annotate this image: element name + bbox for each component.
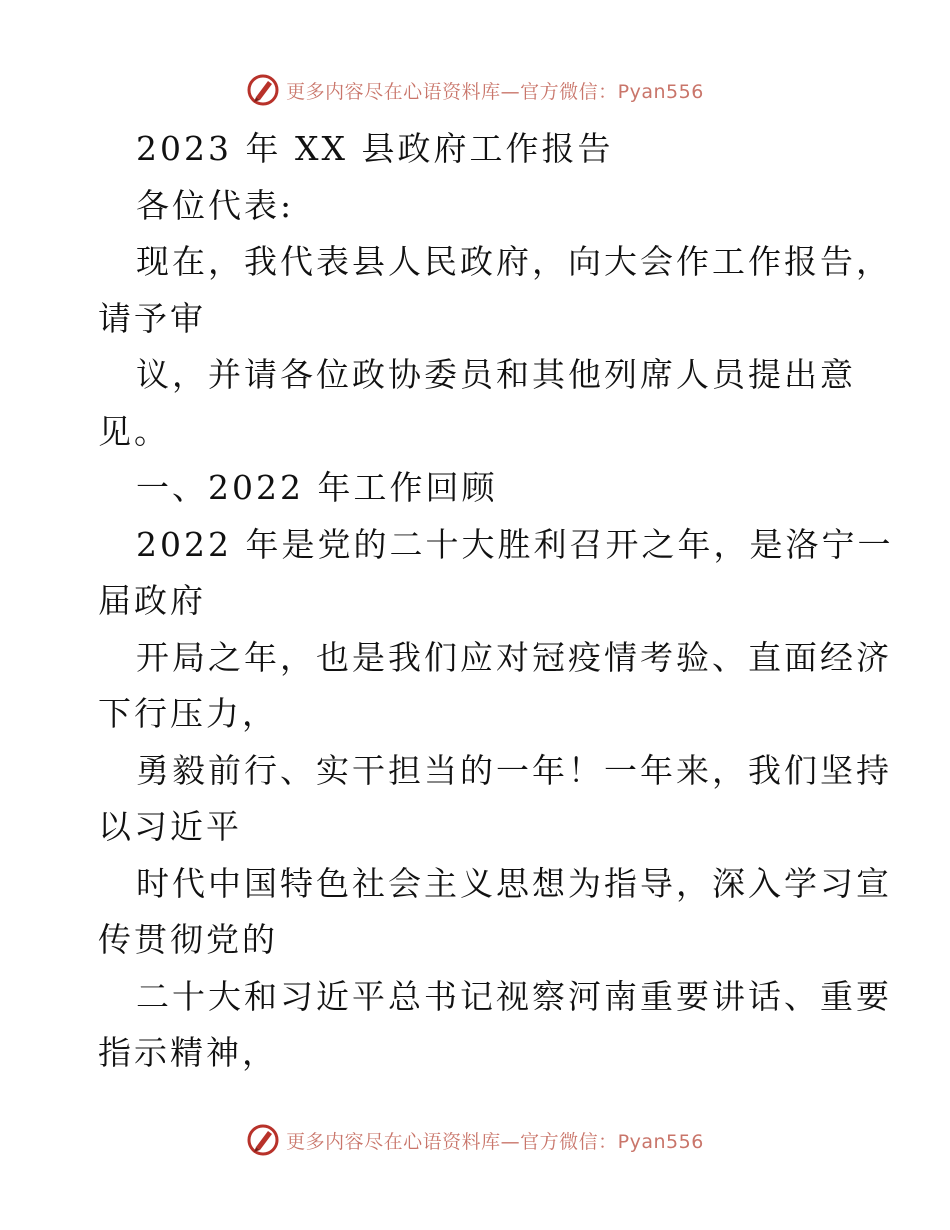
- document-line: 2023 年 XX 县政府工作报告: [136, 129, 614, 168]
- document-line: 现在，我代表县人民政府，向大会作工作报告，: [136, 242, 892, 281]
- header-watermark-banner: [0, 70, 950, 110]
- document-line: 勇毅前行、实干担当的一年！一年来，我们坚持: [136, 750, 892, 790]
- watermark-text: 更多内容尽在心语资料库—官方微信：Pyan556: [286, 80, 704, 103]
- document-body: [98, 121, 894, 1082]
- document-line: 时代中国特色社会主义思想为指导，深入学习宣: [136, 863, 892, 903]
- document-line: 传贯彻党的: [98, 920, 278, 959]
- document-line: 2022 年是党的二十大胜利召开之年，是洛宁一: [136, 524, 894, 564]
- document-line: 以习近平: [98, 807, 242, 846]
- document-line: 二十大和习近平总书记视察河南重要讲话、重要: [136, 976, 892, 1016]
- pen-circle-logo-icon: [246, 1123, 280, 1157]
- document-line: 各位代表:: [136, 185, 295, 225]
- document-line: 请予审: [98, 298, 206, 338]
- footer-watermark-banner: [0, 1120, 950, 1160]
- watermark-text: 更多内容尽在心语资料库—官方微信：Pyan556: [286, 1130, 704, 1153]
- document-line: 届政府: [98, 581, 206, 620]
- document-line: 开局之年，也是我们应对冠疫情考验、直面经济: [136, 637, 892, 677]
- document-line: 一、2022 年工作回顾: [136, 468, 498, 507]
- document-line: 见。: [98, 411, 170, 451]
- document-line: 下行压力，: [98, 694, 278, 733]
- document-line: 指示精神，: [98, 1033, 278, 1072]
- pen-circle-logo-icon: [246, 73, 280, 107]
- document-line: 议，并请各位政协委员和其他列席人员提出意: [136, 355, 856, 394]
